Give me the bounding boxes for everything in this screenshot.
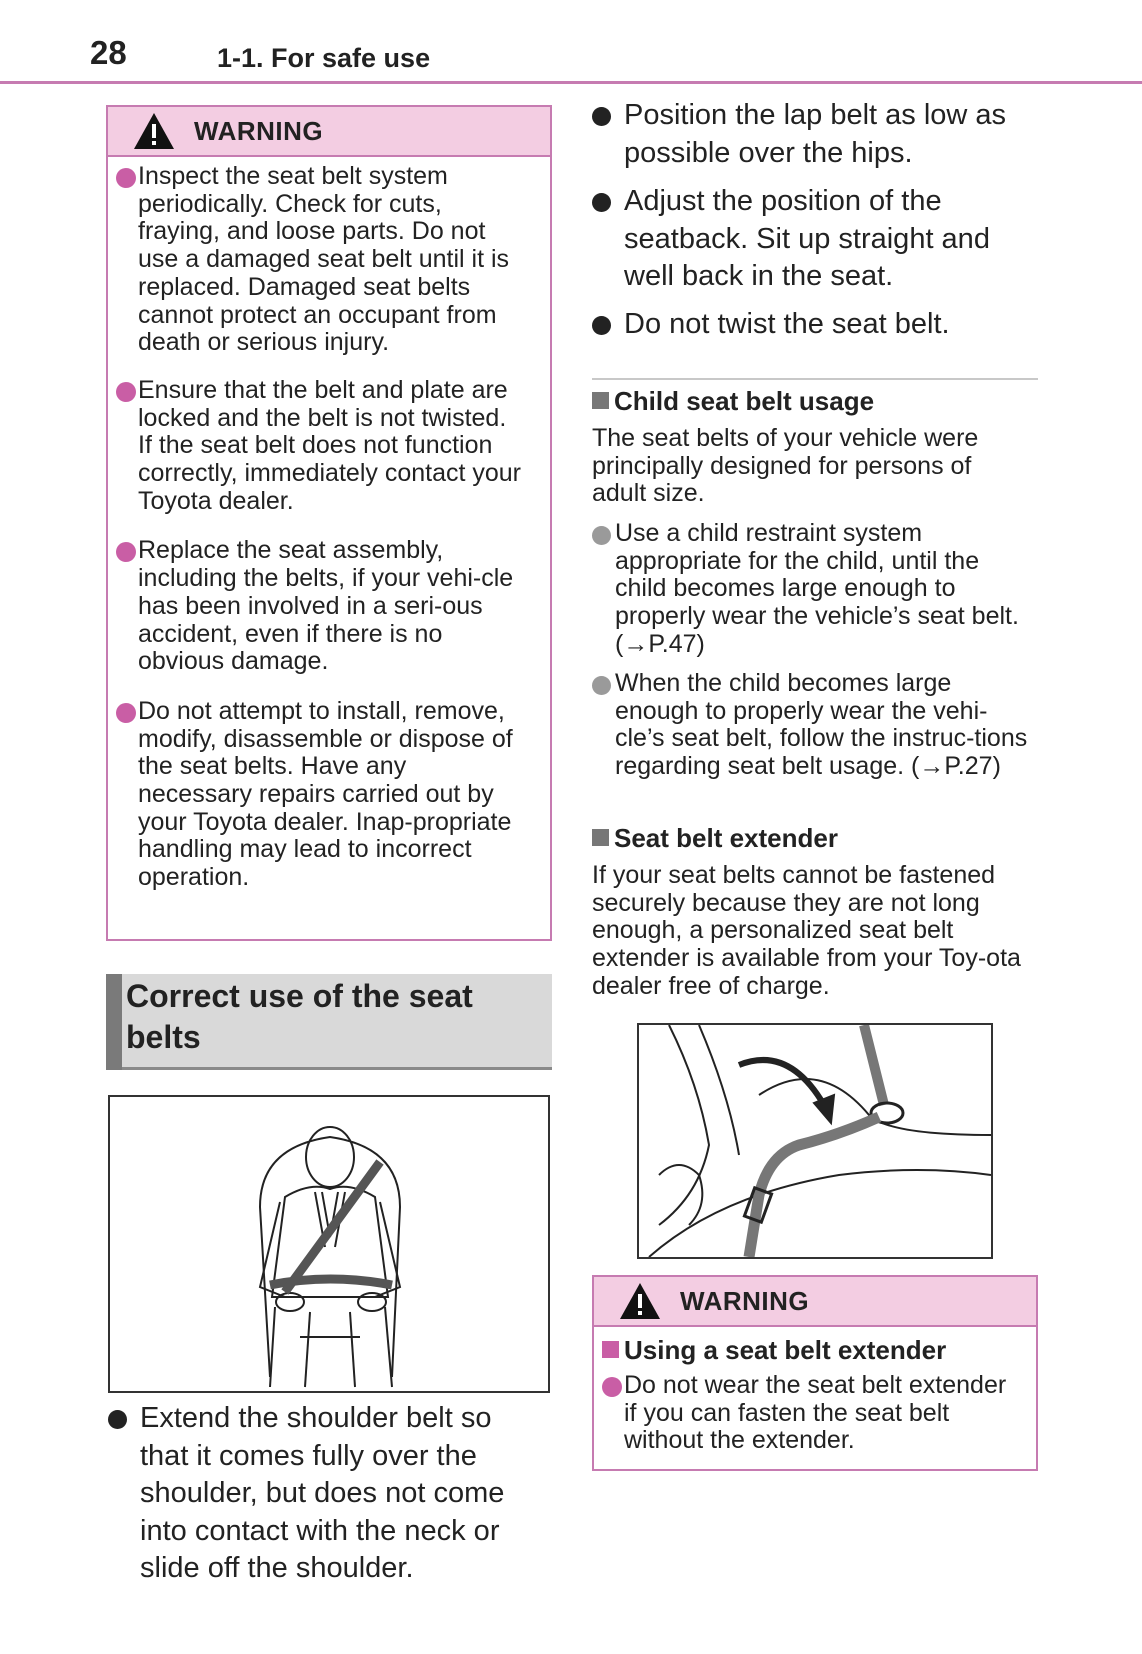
child-usage-item: Use a child restraint system appropriate for the child, until the child becomes large enough to properly wear the vehicle’s seat belt. (→P.47) [592,520,1032,659]
bullet-icon [592,107,611,126]
page-number: 28 [90,34,127,71]
bullet-icon [116,168,136,188]
warning-item: Ensure that the belt and plate are locked and the belt is not twisted. If the seat belt does not function correctly, immediately contact your Toyota dealer. [108,377,526,516]
warning-box-left [106,105,552,941]
warning-subtitle: Using a seat belt extender [602,1335,1044,1366]
square-marker-icon [592,829,609,846]
seated-person-illustration [108,1095,550,1393]
warning-triangle-icon [618,1281,662,1321]
extender-heading: Seat belt extender [592,823,838,854]
bullet-icon [592,316,611,335]
section-heading-band [106,974,552,1070]
bullet-icon [592,526,611,545]
child-usage-item: When the child becomes large enough to properly wear the vehi-cle’s seat belt, follow the instruc-tions regarding seat belt usage. (→P.27) [592,670,1032,781]
bullet-lap-belt: Position the lap belt as low as possible over the hips. [592,97,1032,172]
warning-box-right [592,1275,1038,1471]
child-usage-heading: Child seat belt usage [592,386,874,417]
square-marker-icon [592,392,609,409]
warning-item: Do not wear the seat belt extender if you can fasten the seat belt without the extender. [594,1372,1014,1455]
square-marker-icon [602,1341,619,1358]
warning-title: WARNING [680,1285,810,1316]
extender-text: If your seat belts cannot be fastened securely because they are not long enough, a personalized seat belt extender is available from your Toy-ota dealer free of charge. [592,861,1021,1000]
bullet-icon [602,1377,622,1397]
section-heading: Correct use of the seat belts [126,978,473,1055]
warning-item: Inspect the seat belt system periodically. Check for cuts, fraying, and loose parts. Do not use a damaged seat belt until it is replaced. Damaged seat belts cannot protect an occupant from death or serious injury. [108,163,526,357]
divider [592,378,1038,380]
bullet-shoulder-belt: Extend the shoulder belt so that it comes fully over the shoulder, but does not come into contact with the neck or slide off the shoulder. [108,1400,538,1588]
warning-item: Replace the seat assembly, including the belts, if your vehi-cle has been involved in a seri-ous accident, even if there is no obvious damage. [108,537,526,676]
warning-title: WARNING [194,115,324,146]
child-usage-intro: The seat belts of your vehicle were principally designed for persons of adult size. [592,424,979,508]
bullet-seatback: Adjust the position of the seatback. Sit up straight and well back in the seat. [592,183,1032,296]
bullet-icon [108,1410,127,1429]
heading-bar [106,974,122,1070]
bullet-icon [592,193,611,212]
seat-belt-extender-illustration [637,1023,993,1259]
warning-header [108,107,550,157]
bullet-icon [116,382,136,402]
section-title: 1-1. For safe use [217,43,431,73]
warning-item: Do not attempt to install, remove, modify, disassemble or dispose of the seat belts. Have any necessary repairs carried out by your Toyota dealer. Inap-propriate handling may lead to incorrect operation. [108,698,526,892]
warning-triangle-icon [132,111,176,151]
header-divider [0,81,1142,84]
bullet-twist: Do not twist the seat belt. [592,306,1032,344]
bullet-icon [592,676,611,695]
bullet-icon [116,542,136,562]
bullet-icon [116,703,136,723]
warning-header [594,1277,1036,1327]
